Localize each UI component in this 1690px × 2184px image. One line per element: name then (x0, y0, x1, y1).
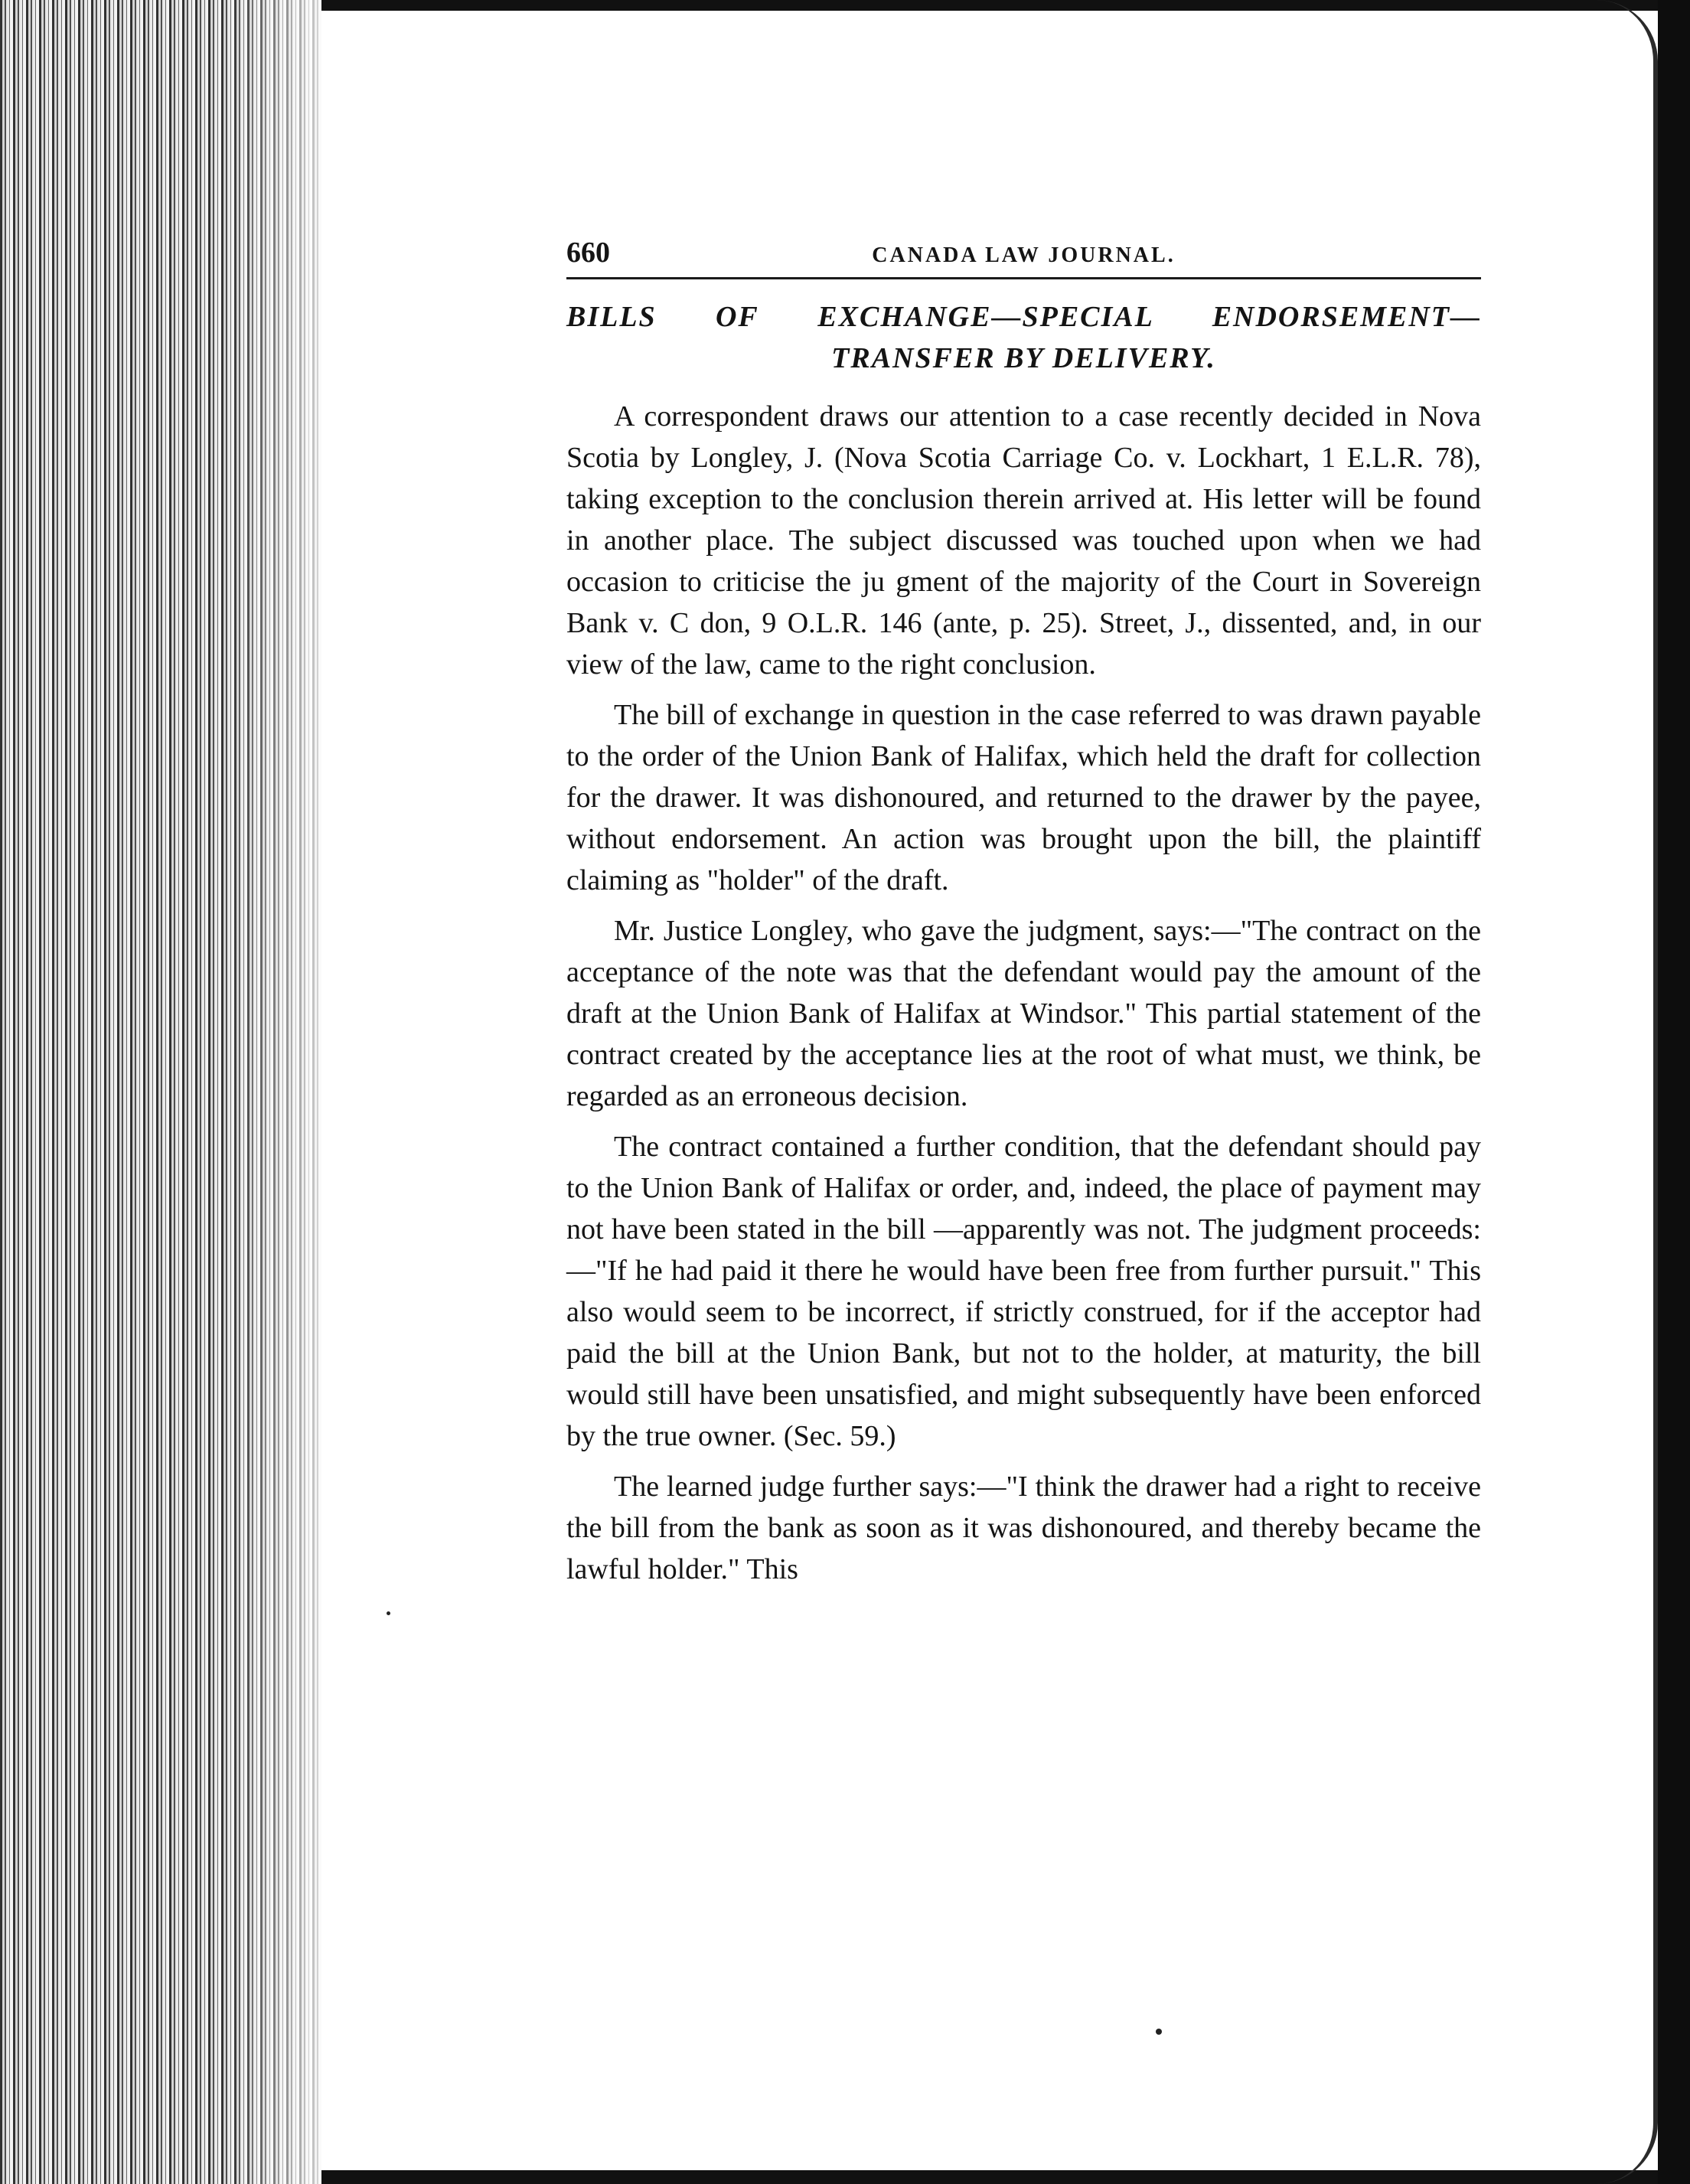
journal-title: CANADA LAW JOURNAL. (872, 243, 1176, 267)
paragraph-3: Mr. Justice Longley, who gave the judgment, says:—"The contract on the acceptance of the note was that the defendant would pay the amount of the draft at the Union Bank of Halifax at Windsor." This partial statement of the contract created by the acceptance lies at the root of what must, we think, be regarded as an erroneous decision. (566, 915, 1481, 1112)
journal-page (566, 230, 1481, 1599)
scan-bottom-edge (321, 2170, 1690, 2184)
paragraph-4: The contract contained a further condition, that the defendant should pay to the Union Bank of Halifax or order, and, indeed, the place of payment may not have been stated in the bill —apparently was not. The judgment proceeds:—"If he had paid it there he would have been free from further pursuit." This also would seem to be incorrect, if strictly construed, for if the acceptor had paid the bill at the Union Bank, but not to the holder, at maturity, the bill would still have been unsatisfied, and might subsequently have been enforced by the true owner. (Sec. 59.) (566, 1131, 1481, 1452)
page-number: 660 (566, 237, 610, 269)
running-head (566, 230, 1481, 279)
page-curl-edge (1566, 0, 1658, 2184)
article-title-line-2: TRANSFER BY DELIVERY. (831, 342, 1216, 374)
paragraph-5: The learned judge further says:—"I think the drawer had a right to receive the bill from the bank as soon as it was dishonoured, and thereby became the lawful holder." This (566, 1471, 1481, 1585)
article-title (566, 296, 1481, 379)
scan-top-edge (321, 0, 1690, 11)
article-title-line-1: BILLS OF EXCHANGE—SPECIAL ENDORSEMENT— (566, 301, 1481, 333)
scan-right-edge (1658, 0, 1690, 2184)
paragraph-1: A correspondent draws our attention to a case recently decided in Nova Scotia by Longley, J. (Nova Scotia Carriage Co. v. Lockhart, 1 E.L.R. 78), taking exception to the conclusion therein arrived at. His letter will be found in another place. The subject discussed was touched upon when we had occasion to criticise the ju gment of the majority of the Court in Sovereign Bank v. C don, 9 O.L.R. 146 (ante, p. 25). Street, J., dissented, and, in our view of the law, came to the right conclusion. (566, 400, 1481, 681)
article-body (566, 396, 1481, 1590)
scan-speck (387, 1611, 390, 1615)
paragraph-2: The bill of exchange in question in the case referred to was drawn payable to the order of the Union Bank of Halifax, which held the draft for collection for the drawer. It was dishonoured, and returned to the drawer by the payee, without endorsement. An action was brought upon the bill, the plaintiff claiming as "holder" of the draft. (566, 699, 1481, 896)
scan-speck (1156, 2029, 1162, 2035)
spine-fade (230, 0, 337, 2184)
